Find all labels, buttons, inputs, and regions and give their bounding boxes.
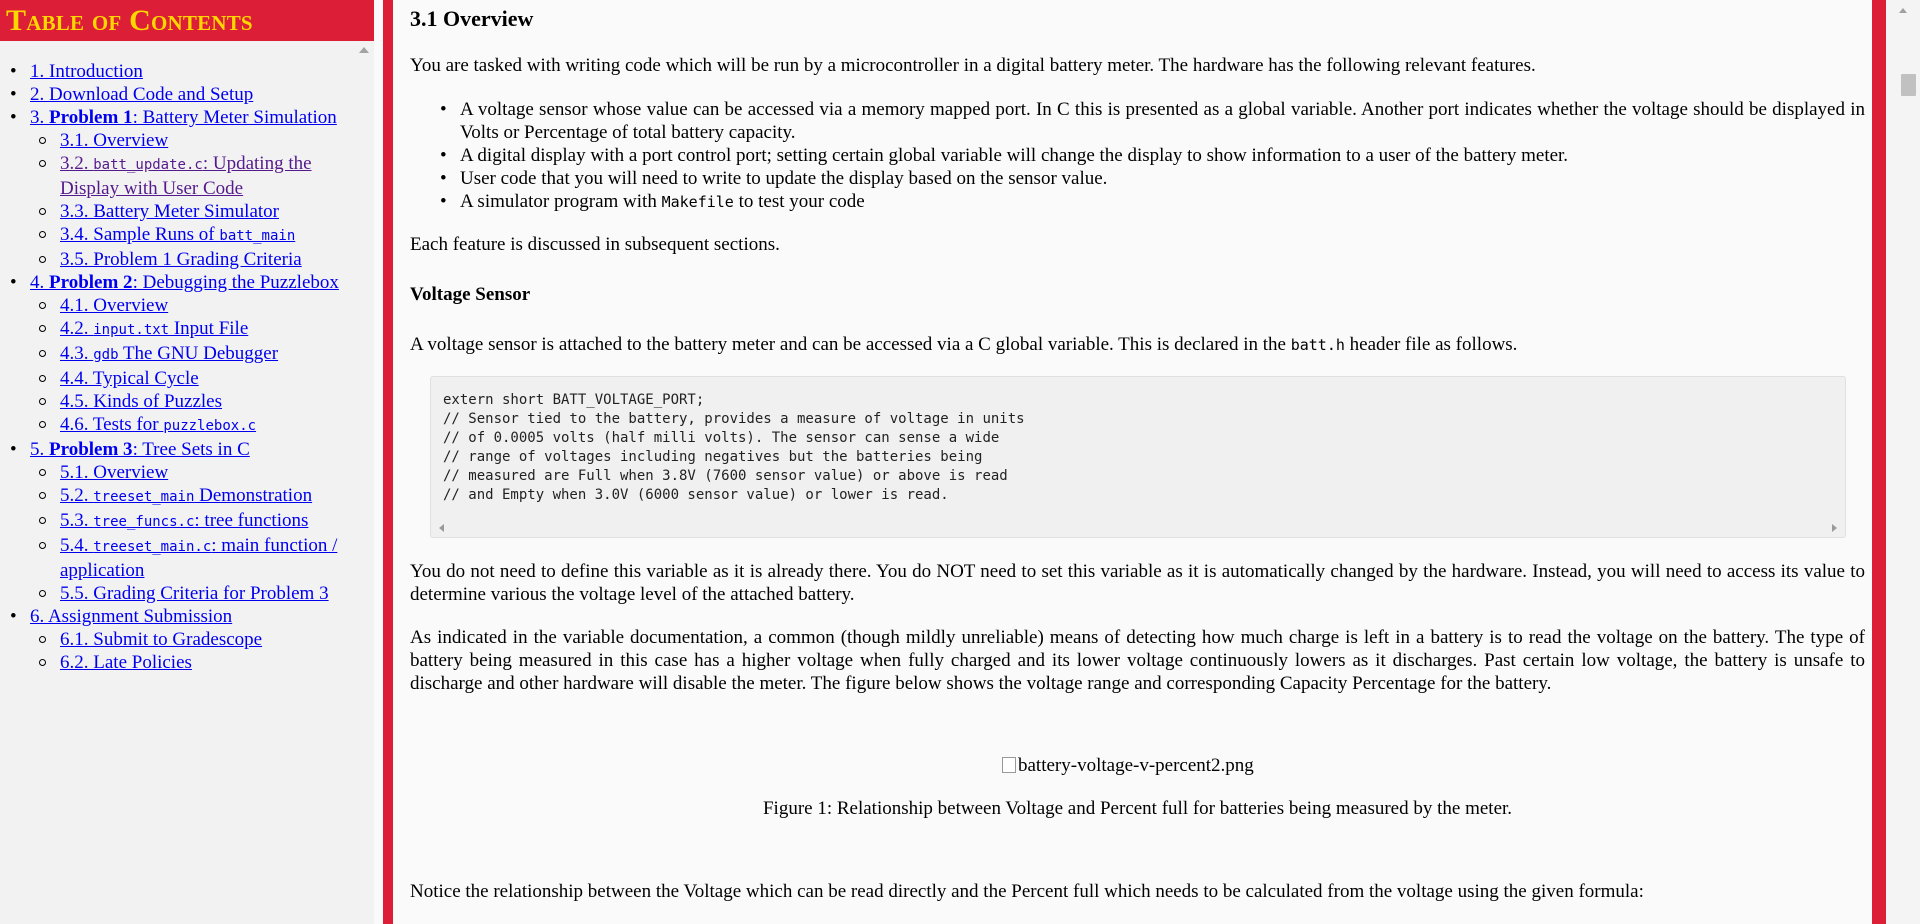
table-of-contents [0, 0, 374, 924]
broken-image-icon [1002, 757, 1016, 773]
toc-sublink[interactable]: 4.4. Typical Cycle [60, 368, 199, 389]
toc-subitem [0, 152, 355, 200]
toc-sublink[interactable]: 4.1. Overview [60, 295, 169, 316]
scrollbar-thumb[interactable] [1901, 74, 1916, 96]
feature-text: A simulator program with [460, 191, 662, 212]
toc-subitem [0, 582, 355, 605]
toc-link-bold: Problem 1 [49, 107, 133, 128]
toc-subitem [0, 390, 355, 413]
scroll-up-arrow-icon[interactable] [1899, 8, 1907, 13]
toc-item [0, 438, 355, 605]
toc-item [0, 60, 355, 83]
toc-link-prefix: 4.2. [60, 318, 94, 339]
list-item: • A voltage sensor whose value can be accessed via a memory mapped port. In C this is presented as a global variable. Another port indicates whether the voltage should be displayed in Volts or Percentage of total battery capacity. [410, 98, 1865, 144]
toc-link-suffix: Demonstration [194, 485, 313, 506]
toc-sublist [30, 129, 355, 271]
toc-subitem [0, 484, 355, 509]
code-block [430, 376, 1846, 538]
toc-subitem [0, 200, 355, 223]
toc-subitem [0, 129, 355, 152]
toc-link-suffix: : Battery Meter Simulation [132, 107, 337, 128]
toc-link-bold: Problem 2 [49, 272, 133, 293]
toc-link-code: batt_update.c [93, 157, 203, 173]
list-item: • A digital display with a port control port; setting certain global variable will change the display to show information to a user of the battery meter. [410, 144, 1865, 167]
toc-link-prefix: 3.4. Sample Runs of [60, 224, 220, 245]
toc-link-prefix: 3. [30, 107, 49, 128]
toc-subitem [0, 248, 355, 271]
toc-link-suffix: : Debugging the Puzzlebox [132, 272, 339, 293]
toc-link-code: treeset_main.c [93, 539, 212, 555]
toc-item [0, 605, 355, 674]
toc-subitem [0, 294, 355, 317]
intro-paragraph: You are tasked with writing code which will be run by a microcontroller in a digital battery meter. The hardware has the following relevant features. [410, 55, 1536, 76]
toc-link-code: treeset_main [93, 489, 195, 505]
toc-sublink[interactable] [60, 318, 248, 339]
toc-sublink[interactable]: 4.5. Kinds of Puzzles [60, 391, 223, 412]
scroll-left-arrow-icon[interactable] [439, 524, 444, 532]
code-text: extern short BATT_VOLTAGE_PORT; // Sensor tied to the battery, provides a measure of voltage in units // of 0.0005 volts (half milli volts). The sensor can sense a wide // range of voltages including negatives but the batteries being // measured are Full when 3.8V (7600 sensor value) or above is read // and Empty when 3.0V (6000 sensor value) or lower is read. [443, 392, 1025, 503]
toc-item [0, 106, 355, 271]
toc-link-code: gdb [93, 347, 119, 363]
inline-code: batt.h [1290, 336, 1345, 354]
toc-link-prefix: 5.4. [60, 535, 94, 556]
toc-link-prefix: 5.3. [60, 510, 94, 531]
toc-link[interactable] [30, 272, 339, 293]
paragraph-text: A voltage sensor is attached to the battery meter and can be accessed via a C global variable. This is declared in the [410, 334, 1291, 355]
toc-sublink[interactable]: 5.1. Overview [60, 462, 169, 483]
toc-link-code: batt_main [219, 228, 296, 244]
toc-link-prefix: 5. [30, 439, 49, 460]
toc-link-suffix: : Tree Sets in C [132, 439, 250, 460]
toc-header: Table of Contents [0, 0, 374, 41]
toc-link-suffix: : main function / application [60, 535, 338, 581]
voltage-intro-paragraph [410, 333, 1865, 357]
voltage-sensor-heading: Voltage Sensor [410, 284, 531, 305]
toc-sublink[interactable] [60, 510, 308, 531]
toc-item [0, 271, 355, 438]
toc-sublist [30, 461, 355, 605]
section-heading: 3.1 Overview [410, 6, 534, 31]
toc-link[interactable] [30, 107, 337, 128]
toc-items [0, 60, 355, 674]
toc-sublink[interactable] [60, 153, 312, 199]
toc-link[interactable] [30, 439, 250, 460]
toc-link-prefix: 4.3. [60, 343, 94, 364]
toc-sublink[interactable]: 3.1. Overview [60, 130, 169, 151]
content-gutter [374, 0, 383, 924]
toc-subitem [0, 509, 355, 534]
toc-subitem [0, 317, 355, 342]
toc-subitem [0, 651, 355, 674]
scroll-up-arrow-icon[interactable] [359, 47, 369, 53]
main-content [393, 0, 1872, 924]
toc-subitem [0, 223, 355, 248]
toc-sublink[interactable]: 6.1. Submit to Gradescope [60, 629, 263, 650]
figure-alt-text: battery-voltage-v-percent2.png [1018, 755, 1254, 776]
toc-sublink[interactable] [60, 224, 295, 245]
toc-link-prefix: 4.6. Tests for [60, 414, 164, 435]
toc-sublist [30, 294, 355, 438]
toc-subitem [0, 461, 355, 484]
toc-subitem [0, 367, 355, 390]
toc-subitem [0, 628, 355, 651]
toc-link-suffix: : tree functions [194, 510, 309, 531]
toc-link-prefix: 5.2. [60, 485, 94, 506]
toc-link-bold: Problem 3 [49, 439, 133, 460]
notice-paragraph: Notice the relationship between the Voltage which can be read directly and the Percent full which needs to be calculated from the voltage using the given formula: [410, 881, 1644, 902]
indicated-paragraph: As indicated in the variable documentation, a common (though mildly unreliable) means of detecting how much charge is left in a battery is to read the voltage on the battery. The type of battery being measured in this case has a higher voltage when fully charged and its lower voltage continuously lowers as it discharges. Past certain low voltage, the battery is unsafe to discharge and other hardware will disable the meter. The figure below shows the voltage range and corresponding Capacity Percentage for the battery. [410, 627, 1865, 694]
paragraph-text: header file as follows. [1344, 334, 1518, 355]
no-define-paragraph: You do not need to define this variable as it is already there. You do NOT need to set this variable as it is automatically changed by the hardware. Instead, you will need to access its value to determine various the voltage level of the attached battery. [410, 561, 1865, 605]
toc-link-code: tree_funcs.c [93, 514, 195, 530]
toc-sublink[interactable] [60, 485, 312, 506]
toc-link-suffix: Input File [169, 318, 249, 339]
feature-text: to test your code [733, 191, 865, 212]
toc-subitem [0, 342, 355, 367]
page-scrollbar[interactable] [1886, 0, 1920, 924]
left-red-border [383, 0, 393, 924]
toc-item [0, 83, 355, 106]
list-item [410, 190, 1865, 214]
toc-sublink[interactable]: 3.5. Problem 1 Grading Criteria [60, 249, 302, 270]
toc-link-prefix: 3.2. [60, 153, 94, 174]
feature-list [410, 98, 1865, 214]
inline-code: Makefile [661, 193, 734, 211]
toc-subitem [0, 413, 355, 438]
toc-link[interactable]: 1. Introduction [30, 61, 143, 82]
toc-sublist [30, 628, 355, 674]
toc-link-prefix: 4. [30, 272, 49, 293]
toc-sublink[interactable]: 6.2. Late Policies [60, 652, 192, 673]
toc-subitem [0, 534, 355, 582]
toc-link-code: input.txt [93, 322, 170, 338]
toc-link-suffix: The GNU Debugger [118, 343, 279, 364]
toc-scrollbar[interactable] [355, 41, 374, 924]
toc-link[interactable]: 6. Assignment Submission [30, 606, 233, 627]
figure-image-broken [1002, 754, 1254, 777]
toc-list [0, 60, 355, 674]
toc-link-suffix: : Updating the Display with User Code [60, 153, 312, 199]
toc-sublink[interactable]: 5.5. Grading Criteria for Problem 3 [60, 583, 329, 604]
scroll-right-arrow-icon[interactable] [1832, 524, 1837, 532]
each-feature-paragraph: Each feature is discussed in subsequent sections. [410, 234, 780, 255]
toc-link[interactable]: 2. Download Code and Setup [30, 84, 254, 105]
toc-sublink[interactable] [60, 535, 337, 581]
toc-sublink[interactable] [60, 414, 256, 435]
figure-caption: Figure 1: Relationship between Voltage and Percent full for batteries being measured by the meter. [762, 798, 1513, 819]
toc-sublink[interactable] [60, 343, 278, 364]
toc-link-code: puzzlebox.c [163, 418, 257, 434]
toc-sublink[interactable]: 3.3. Battery Meter Simulator [60, 201, 279, 222]
right-red-border [1872, 0, 1886, 924]
list-item: • User code that you will need to write to update the display based on the sensor value. [410, 167, 1865, 190]
